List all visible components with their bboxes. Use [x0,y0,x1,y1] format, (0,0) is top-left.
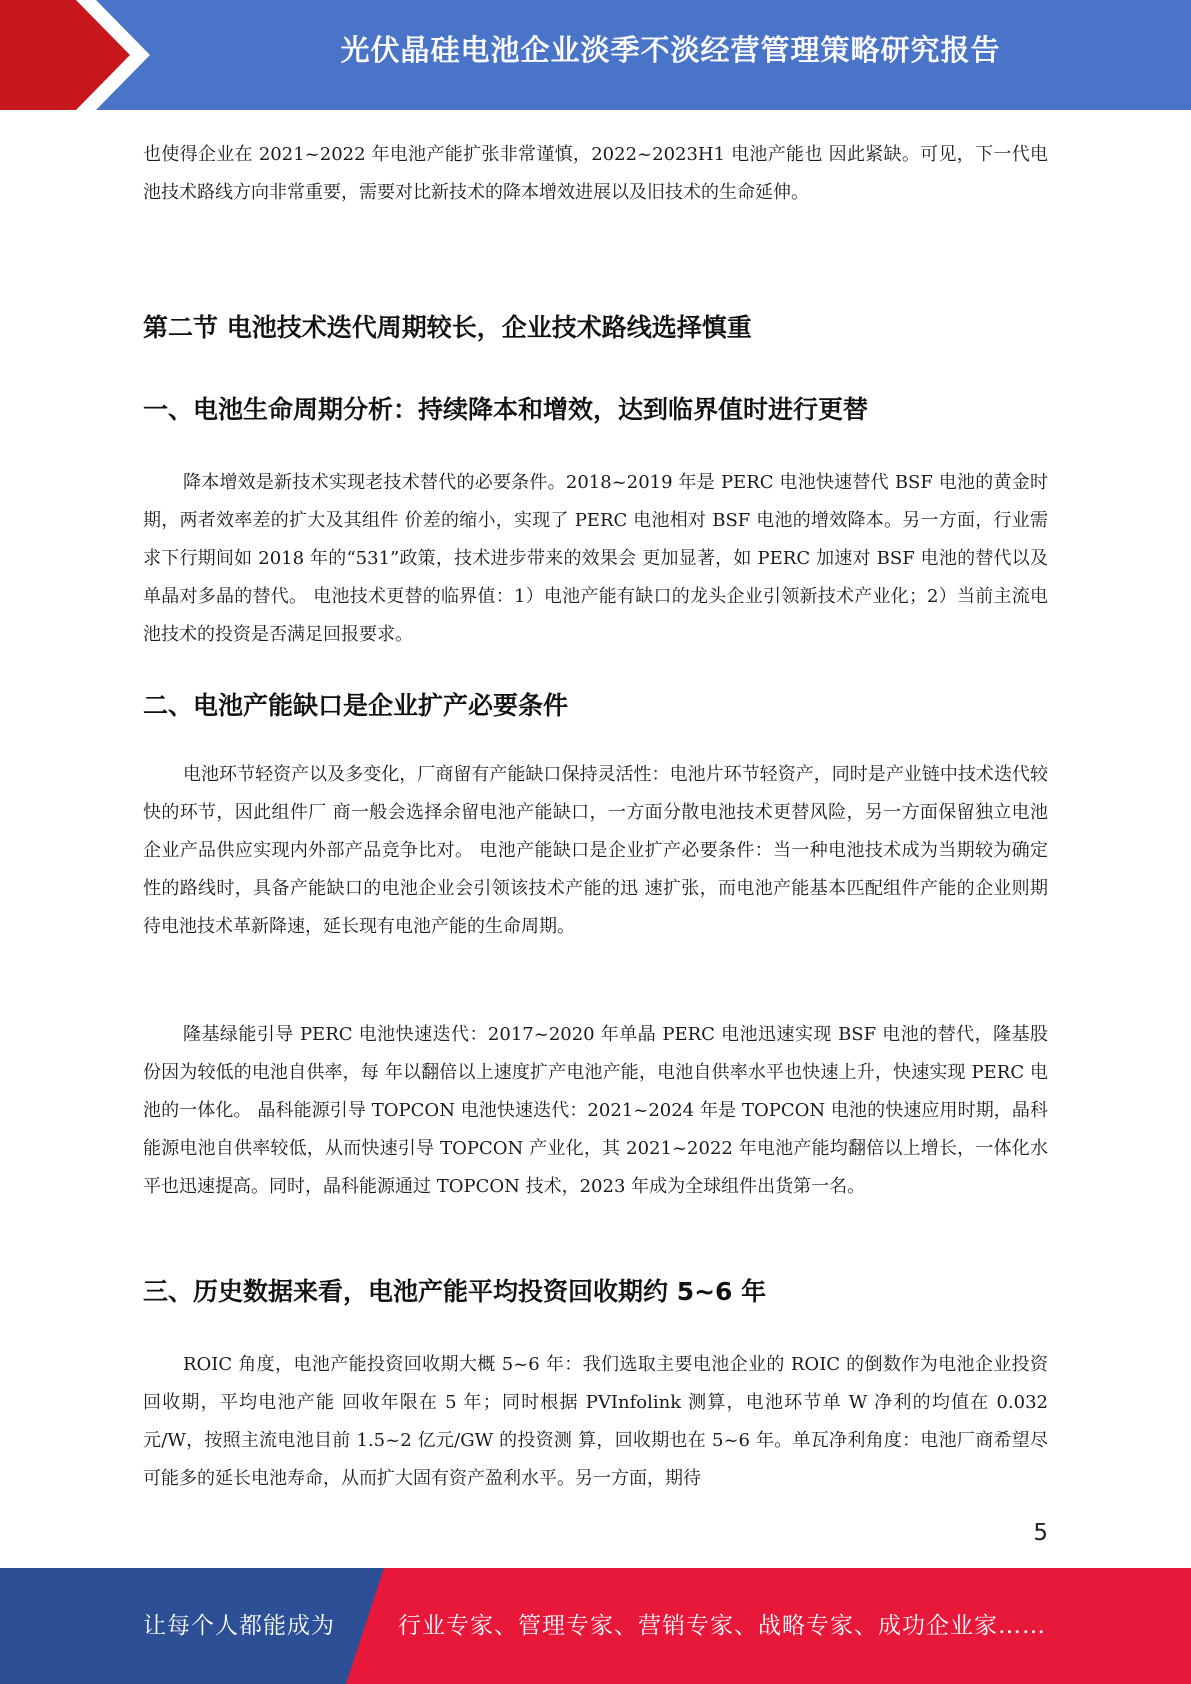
intro-paragraph: 也使得企业在 2021~2022 年电池产能扩张非常谨慎，2022~2023H1 电池产能也 因此紧缺。可见，下一代电池技术路线方向非常重要，需要对比新技术的降本增效进展以及旧技术的生命延伸。 [143,144,1048,203]
page-footer [0,1568,1191,1684]
page-number: 5 [1033,1520,1048,1546]
section-heading: 第二节 电池技术迭代周期较长，企业技术路线选择慎重 [143,313,752,342]
footer-slogan-left: 让每个人都能成为 [143,1613,335,1639]
footer-slogan-right: 行业专家、管理专家、营销专家、战略专家、成功企业家…… [398,1613,1046,1639]
subsection-heading-3: 三、历史数据来看，电池产能平均投资回收期约 5~6 年 [143,1277,767,1306]
subsection-heading-2: 二、电池产能缺口是企业扩产必要条件 [143,691,569,720]
report-title: 光伏晶硅电池企业淡季不淡经营管理策略研究报告 [340,33,1001,67]
header-arrow-decoration [0,0,170,110]
subsection-heading-1: 一、电池生命周期分析：持续降本和增效，达到临界值时进行更替 [143,395,869,424]
paragraph-capacity-gap: 电池环节轻资产以及多变化，厂商留有产能缺口保持灵活性：电池片环节轻资产，同时是产业链中技术迭代较快的环节，因此组件厂 商一般会选择余留电池产能缺口，一方面分散电池技术更替风险，另一方面保留独立电池企业产品供应实现内外部产品竞争比对。 电池产能缺口是企业扩产必要条件：当一种电池技术成为当期较为确定性的路线时，具备产能缺口的电池企业会引领该技术产能的迅 速扩张，而电池产能基本匹配组件产能的企业则期待电池技术革新降速，延长现有电池产能的生命周期。 [143,764,1048,937]
paragraph-roic-payback: ROIC 角度，电池产能投资回收期大概 5~6 年：我们选取主要电池企业的 ROIC 的倒数作为电池企业投资回收期，平均电池产能 回收年限在 5 年；同时根据 PVInfolink 测算，电池环节单 W 净利的均值在 0.032 元/W，按照主流电池目前 1.5~2 亿元/GW 的投资测 算，回收期也在 5~6 年。单瓦净利角度：电池厂商希望尽可能多的延长电池寿命，从而扩大固有资产盈利水平。另一方面，期待 [143,1354,1048,1489]
paragraph-cost-efficiency: 降本增效是新技术实现老技术替代的必要条件。2018~2019 年是 PERC 电池快速替代 BSF 电池的黄金时期，两者效率差的扩大及其组件 价差的缩小，实现了 PERC 电池相对 BSF 电池的增效降本。另一方面，行业需求下行期间如 2018 年的“531”政策，技术进步带来的效果会 更加显著，如 PERC 加速对 BSF 电池的替代以及单晶对多晶的替代。 电池技术更替的临界值：1）电池产能有缺口的龙头企业引领新技术产业化；2）当前主流电池技术的投资是否满足回报要求。 [143,472,1048,645]
page-header [0,0,1191,110]
paragraph-iteration-cases: 隆基绿能引导 PERC 电池快速迭代：2017~2020 年单晶 PERC 电池迅速实现 BSF 电池的替代，隆基股份因为较低的电池自供率，每 年以翻倍以上速度扩产电池产能，电池自供率水平也快速上升，快速实现 PERC 电池的一体化。 晶科能源引导 TOPCON 电池快速迭代：2021~2024 年是 TOPCON 电池的快速应用时期，晶科能源电池自供率较低，从而快速引导 TOPCON 产业化，其 2021~2022 年电池产能均翻倍以上增长，一体化水平也迅速提高。同时，晶科能源通过 TOPCON 技术，2023 年成为全球组件出货第一名。 [143,1024,1048,1197]
